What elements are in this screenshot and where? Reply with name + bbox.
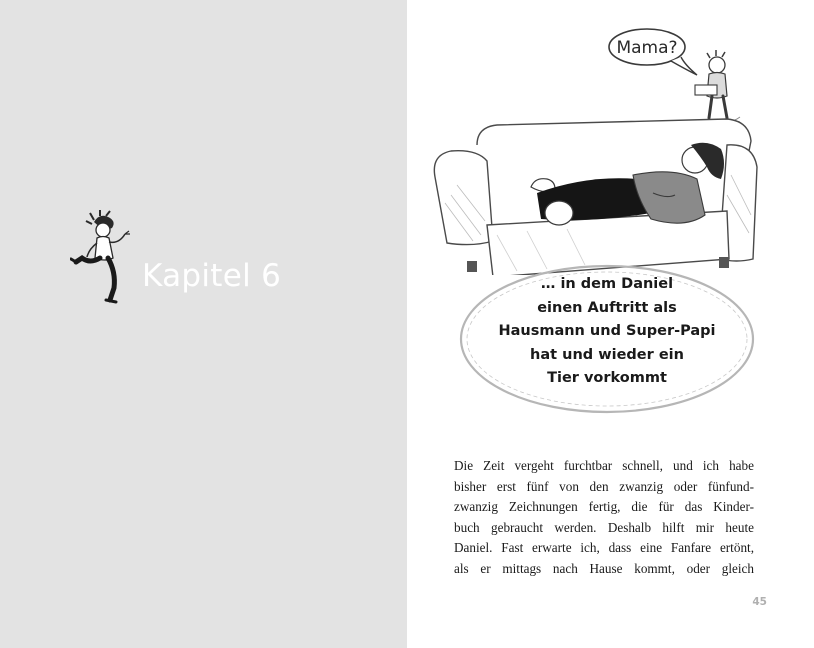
body-line: zwanzig Zeichnungen fertig, die für das Kinder-	[454, 499, 754, 514]
right-page	[407, 0, 814, 648]
body-line: Daniel. Fast erwarte ich, dass eine Fanfare ertönt,	[454, 540, 754, 555]
speech-bubble-text: Mama?	[616, 38, 678, 58]
chapter-summary: … in dem Daniel einen Auftritt als Hausmann und Super-Papi hat und wieder ein Tier vorkommt	[498, 276, 716, 386]
body-line: bisher erst fünf von den zwanzig oder fünfund-	[454, 478, 754, 494]
body-line: als er mittags nach Hause kommt, oder gleich	[454, 560, 754, 576]
chapter-title: Kapitel 6	[142, 258, 282, 294]
body-line: Die Zeit vergeht furchtbar schnell, und ich habe	[454, 458, 754, 473]
sofa-illustration	[427, 25, 772, 275]
body-line: buch gebraucht werden. Deshalb hilft mir heute	[454, 519, 754, 535]
page-number: 45	[752, 596, 767, 608]
body-paragraph	[454, 456, 754, 579]
running-woman-illustration	[70, 210, 150, 305]
